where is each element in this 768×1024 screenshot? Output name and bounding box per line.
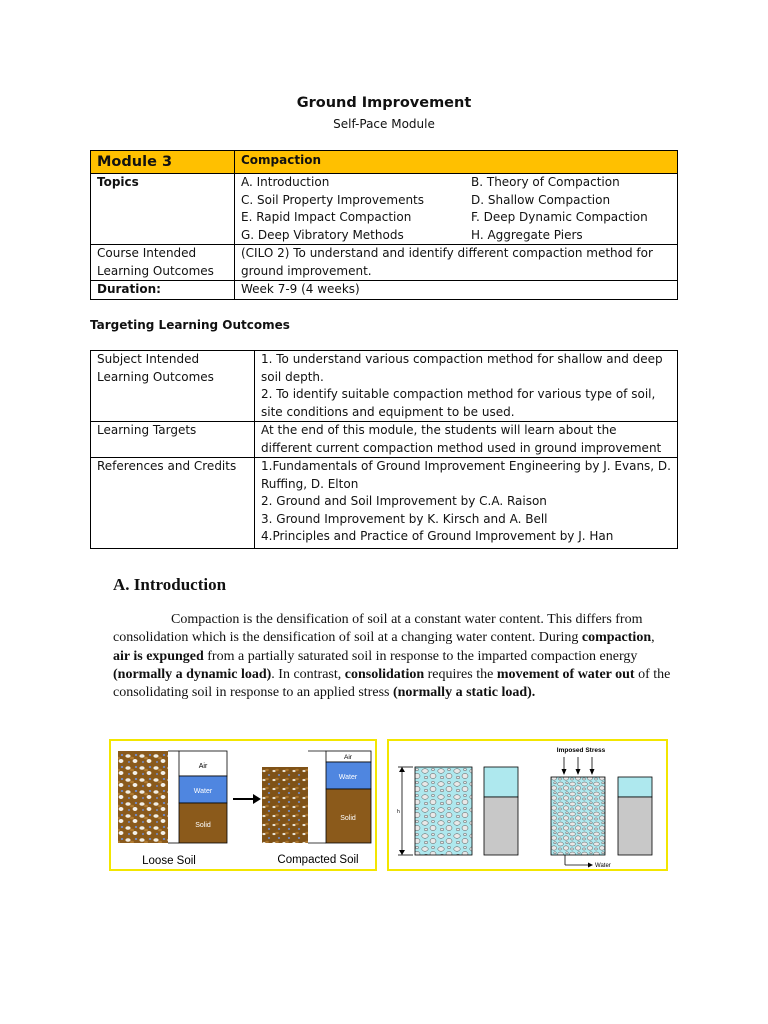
topic-item: G. Deep Vibratory Methods <box>241 227 404 242</box>
topic-item: E. Rapid Impact Compaction <box>241 210 412 224</box>
refs-label: References and Credits <box>91 458 255 549</box>
outcomes-table <box>90 350 678 549</box>
text-run: from a partially saturated soil in response to the imparted compaction energy <box>203 648 638 664</box>
doc-title: Ground Improvement <box>296 95 472 111</box>
intro-heading: A. Introduction <box>113 575 227 594</box>
targets-row <box>91 422 678 458</box>
text-run: . In contrast, <box>271 666 345 682</box>
compaction-figure <box>109 739 377 871</box>
topics-row <box>91 174 678 245</box>
air-label-compacted: Air <box>344 754 352 761</box>
compacted-soil-caption: Compacted Soil <box>277 854 359 866</box>
silo-item: 1. To understand various compaction method for shallow and deep soil depth. <box>261 352 663 384</box>
text-run: requires the <box>424 666 497 682</box>
stress-arrows-icon <box>562 757 595 775</box>
bold-run: compaction <box>581 630 652 646</box>
initial-soil-sample <box>415 767 472 855</box>
duration-value: Week 7-9 (4 weeks) <box>235 281 678 300</box>
targets-heading: Targeting Learning Outcomes <box>90 318 290 332</box>
loose-soil-caption: Loose Soil <box>142 855 196 867</box>
compaction-diagram <box>111 741 374 868</box>
cilo-text: (CILO 2) To understand and identify different compaction method for ground improvement. <box>235 245 678 281</box>
initial-solid-phase <box>484 797 518 855</box>
topic-item: B. Theory of Compaction <box>471 175 620 189</box>
ref-item: 1.Fundamentals of Ground Improvement Engineering by J. Evans, D. Ruffing, D. Elton <box>261 459 671 491</box>
text-run: of the consolidating soil in response to an applied stress <box>113 666 671 701</box>
topic-item: C. Soil Property Improvements <box>241 192 425 207</box>
consolidation-diagram <box>389 741 665 868</box>
targets-label: Learning Targets <box>91 422 255 458</box>
silo-row <box>91 351 678 422</box>
solid-label-compacted: Solid <box>340 815 356 822</box>
cilo-row <box>91 245 678 281</box>
text-run: Compaction is the densification of soil at a constant water content. This differs from consolidation which is the densification of soil at a changing water content. During <box>113 612 643 646</box>
final-solid-phase <box>618 797 652 855</box>
water-label-compacted: Water <box>338 774 358 781</box>
duration-label: Duration: <box>97 282 161 296</box>
cilo-label: Course Intended Learning Outcomes <box>91 245 235 281</box>
height-label: h <box>397 809 400 815</box>
bold-run: air is expunged <box>113 648 204 664</box>
targets-text: At the end of this module, the students will learn about the different current compaction method used in ground improvement <box>255 422 678 458</box>
water-out-label: Water <box>595 863 611 868</box>
silo-label: Subject Intended Learning Outcomes <box>91 351 255 422</box>
final-water-phase <box>618 777 652 797</box>
topic-item: H. Aggregate Piers <box>471 227 583 242</box>
loose-soil-sample <box>118 751 168 843</box>
refs-row <box>91 458 678 549</box>
ref-item: 3. Ground Improvement by K. Kirsch and A. Bell <box>261 511 548 526</box>
water-label: Water <box>193 788 213 795</box>
module-number: Module 3 <box>97 154 173 170</box>
consolidated-soil-sample <box>551 777 605 855</box>
silo-item: 2. To identify suitable compaction method for various type of soil, site conditions and equipment to be used. <box>261 387 656 419</box>
topic-item: D. Shallow Compaction <box>471 192 611 207</box>
imposed-stress-label: Imposed Stress <box>556 747 606 754</box>
solid-label: Solid <box>195 822 211 829</box>
bold-run: consolidation <box>344 666 425 682</box>
module-header-row <box>91 151 678 174</box>
topic-item: F. Deep Dynamic Compaction <box>471 210 648 224</box>
ref-item: 4.Principles and Practice of Ground Improvement by J. Han <box>261 529 614 543</box>
compacted-soil-sample <box>262 767 308 843</box>
arrow-head-icon <box>253 794 261 804</box>
consolidation-figure <box>387 739 668 871</box>
bold-run: movement of water out <box>496 666 635 682</box>
air-label: Air <box>198 763 208 770</box>
module-topic: Compaction <box>241 153 321 167</box>
bold-run: (normally a dynamic load) <box>113 666 272 682</box>
intro-paragraph <box>113 611 673 702</box>
bold-run: (normally a static load). <box>392 685 536 701</box>
doc-subtitle: Self-Pace Module <box>333 117 435 131</box>
text-run: , <box>651 630 655 646</box>
module-table <box>90 150 678 300</box>
topics-label: Topics <box>97 175 139 189</box>
topic-item: A. Introduction <box>241 175 330 189</box>
ref-item: 2. Ground and Soil Improvement by C.A. Raison <box>261 494 547 508</box>
initial-water-phase <box>484 767 518 797</box>
topics-list <box>241 174 671 244</box>
duration-row <box>91 281 678 300</box>
